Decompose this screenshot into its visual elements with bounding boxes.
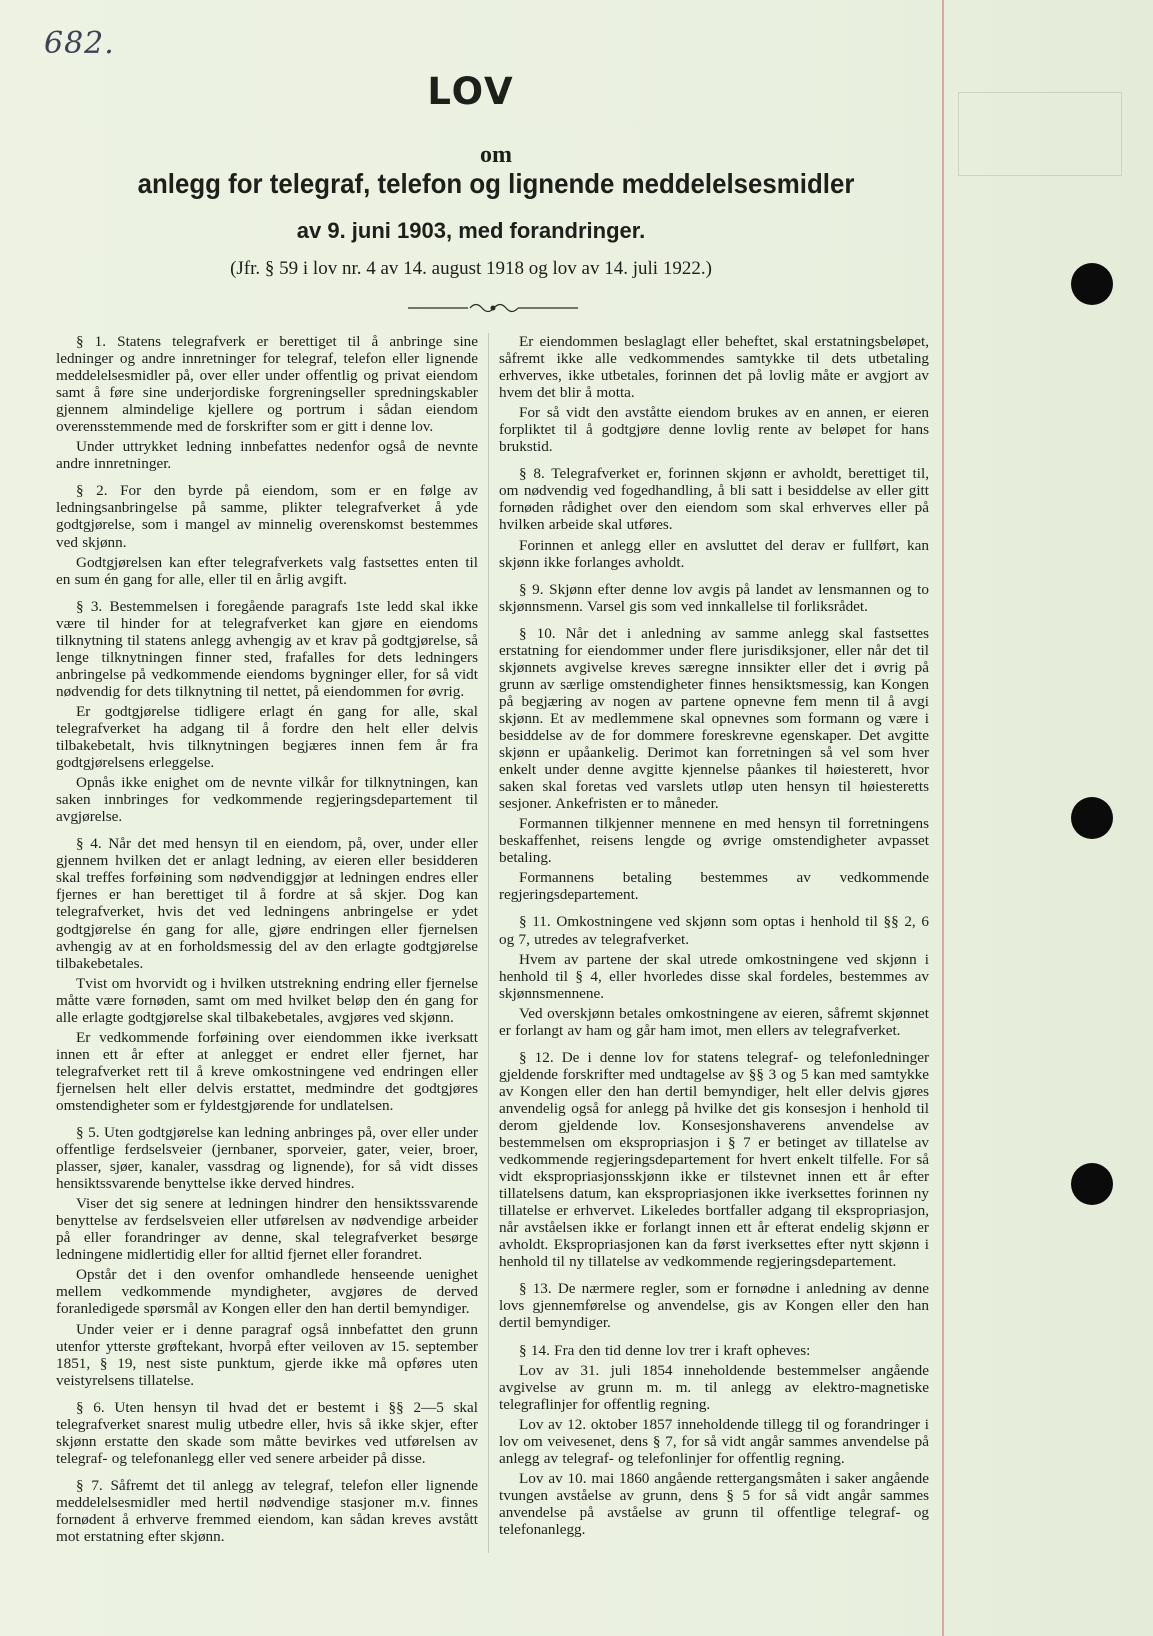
paragraph: Er eiendommen beslaglagt eller beheftet, skal erstatningsbeløpet, såfremt ikke alle vedkommendes samtykke til dets utbetaling erhverves, ikke utbetales, forinnen det på lovlig måte er avgjort av hvem det blir å motta.: [499, 333, 929, 402]
paragraph: Formannen tilkjenner mennene en med hensyn til forretningens beskaffenhet, reisens lengde og øvrige omstendigheter avpasset betaling.: [499, 815, 929, 867]
margin-line: [942, 0, 944, 1636]
section-paragraph: § 12. De i denne lov for statens telegraf- og telefonledninger gjeldende forskrifter med undtagelse av §§ 3 og 5 kan med samtykke av Kongen eller den han dertil bemyndiger, helt eller delvis gjøres anvendelig også for anlegg på hvilke det gis konsesjon i henhold til derom gjeldende lov. Konsesjonshaverens anvendelse av bestemmelsen om ekspropriasjon i § 7 er betinget av tillatelse av vedkommende regjeringsdepartement for hvert enkelt tilfelle. For så vidt ekspropriasjonsskjønn ikke er tilstevnet innen ett år efter tillatelsens datum, kan ekspropriasjonen ikke iverksettes forinnen ny tillatelse er erhvervet. Likeledes bortfaller adgang til ekspropriasjon, når avståelsen ikke er forlangt innen ett år efterat endelig skjønn er avholdt. Ekspropriasjonen kan da først iverksettes efter nytt skjønn i henhold til ny tillatelse av vedkommende regjeringsdepartement.: [499, 1048, 929, 1271]
document-subtitle: anlegg for telegraf, telefon og lignende meddelelsesmidler: [137, 168, 855, 199]
paragraph: Hvem av partene der skal utrede omkostningene ved skjønn i henhold til § 4, eller hvorledes disse skal fordeles, bestemmes av skjønnsmennene.: [499, 950, 929, 1002]
section-paragraph: § 4. Når det med hensyn til en eiendom, på, over, under eller gjennem hvilken det er anlagt ledning, av eieren eller besidderen skal treffes forføining som nødvendiggjør at ledningen endres eller fjernes er han berettiget til å fordre at så skjer. Dog kan telegrafverket, hvis det ved ledningens anbringelse er ydet godtgjørelse én gang for alle, gjøre endringen eller fjernelsen avhengig av at en forholdsmessig del av den erlagte godtgjørelse tilbakebetales.: [56, 835, 478, 972]
paragraph: Ved overskjønn betales omkostningene av eieren, såfremt skjønnet er forlangt av ham og går ham imot, men ellers av telegrafverket.: [499, 1004, 929, 1039]
document-title: LOV: [427, 70, 515, 113]
paragraph: Tvist om hvorvidt og i hvilken utstrekning endring eller fjernelse måtte være fornøden, samt om med hvilket beløp den én gang for alle erlagte godtgjørelse skal tilbakebetales, avgjøres ved skjønn.: [56, 974, 478, 1026]
page-number: 682.: [44, 26, 115, 61]
paragraph: Viser det sig senere at ledningen hindrer den hensiktssvarende benyttelse av ferdselsveien eller utførelsen av nødvendige arbeider på eller forandringer av denne, skal telegrafverket besørge ledningene midlertidig eller for alltid fjernet eller forandret.: [56, 1195, 478, 1264]
right-text-column: [499, 333, 929, 1541]
section-paragraph: § 5. Uten godtgjørelse kan ledning anbringes på, over eller under offentlige ferdselsveier (jernbaner, sporveier, gater, veier, broer, plasser, sjøer, kanaler, vassdrag og lignende), for så vidt disses hensiktssvarende benyttelse ikke derved hindres.: [56, 1124, 478, 1193]
paragraph: Forinnen et anlegg eller en avsluttet del derav er fullført, kan skjønn ikke forlanges avholdt.: [499, 536, 929, 571]
paragraph: Lov av 10. mai 1860 angående rettergangsmåten i saker angående tvungen avståelse av grunn, dens § 5 for så vidt angår sammes anvendelse på avståelse av grunn til offentlige telegraf- og telefonanlegg.: [499, 1469, 929, 1538]
section-paragraph: § 7. Såfremt det til anlegg av telegraf, telefon eller lignende meddelelsesmidler med hertil nødvendige stasjoner m.v. finnes fornødent å erhverve fremmed eiendom, kan sådan kreves avstått mot erstatning efter skjønn.: [56, 1476, 478, 1546]
paragraph: Er godtgjørelse tidligere erlagt én gang for alle, skal telegrafverket ha adgang til å fordre den helt eller delvis tilbakebetalt, hvis tilknytningen begjæres innen fem år fra godtgjørelsens erleggelse.: [56, 702, 478, 772]
column-divider: [488, 333, 489, 1553]
punch-hole: [1071, 797, 1113, 839]
section-paragraph: § 3. Bestemmelsen i foregående paragrafs 1ste ledd skal ikke være til hinder for at telegrafverket kan gjøre en eiendoms tilknytning til statens anlegg avhengig av et krav på godtgjørelse, så lenge tilknytningen finner sted, frafalles for dets ledningers anbringelse på vedkommende eiendoms bygninger eller, for så vidt nødvendig for dets tilknytning til nettet, på eiendommen for øvrig.: [56, 597, 478, 700]
section-paragraph: § 8. Telegrafverket er, forinnen skjønn er avholdt, berettiget til, om nødvendig ved fogedhandling, å bli satt i besiddelse av eller gitt fornøden rådighet over den eiendom som skal erhverves eller på hvilken arbeide skal utføres.: [499, 465, 929, 534]
section-paragraph: § 11. Omkostningene ved skjønn som optas i henhold til §§ 2, 6 og 7, utredes av telegrafverket.: [499, 913, 929, 948]
section-paragraph: § 13. De nærmere regler, som er fornødne i anledning av denne lovs gjennemførelse og anvendelse, gis av Kongen eller den han dertil bemyndiger.: [499, 1280, 929, 1332]
section-paragraph: § 2. For den byrde på eiendom, som er en følge av ledningsanbringelse på samme, plikter telegrafverket å yde godtgjørelse, som i mangel av minnelig overenskomst bestemmes ved skjønn.: [56, 482, 478, 551]
date-line: av 9. juni 1903, med forandringer.: [296, 218, 646, 243]
section-paragraph: § 14. Fra den tid denne lov trer i kraft opheves:: [519, 1341, 811, 1359]
title-connector: om: [480, 142, 512, 168]
paragraph: Lov av 12. oktober 1857 inneholdende tillegg til og forandringer i lov om veivesenet, dens § 7, for så vidt angår sammes anvendelse på anlegg av telegraf- og telefonlinjer for offentlig regning.: [499, 1415, 929, 1467]
punch-hole: [1071, 263, 1113, 305]
reference-line: (Jfr. § 59 i lov nr. 4 av 14. august 1918 og lov av 14. juli 1922.): [230, 258, 712, 279]
section-paragraph: § 9. Skjønn efter denne lov avgis på landet av lensmannen og to skjønnsmenn. Varsel gis som ved innkallelse til forliksrådet.: [499, 580, 929, 615]
paragraph: Under veier er i denne paragraf også innbefattet den grunn utenfor ytterste grøftekant, hvorpå efter veiloven av 15. september 1851, § 19, nest siste punktum, gjerde ikke må opføres uten veistyrelsens tillatelse.: [56, 1320, 478, 1389]
paragraph: Under uttrykket ledning innbefattes nedenfor også de nevnte andre innretninger.: [56, 438, 478, 473]
paragraph: Er vedkommende forføining over eiendommen ikke iverksatt innen ett år efter at anlegget er endret eller fjernet, har telegrafverket rett til å kreve omkostningene ved endringen eller fjernelsen helt eller delvis erstattet, medmindre det godtgjøres omstendigheter som er fyldestgjørende for undlatelsen.: [56, 1028, 478, 1114]
ornament-divider: [408, 300, 578, 316]
paragraph: Lov av 31. juli 1854 inneholdende bestemmelser angående avgivelse av grunn m. m. til anlegg av elektro-magnetiske telegraflinjer for offentlig regning.: [499, 1361, 929, 1413]
section-paragraph: § 6. Uten hensyn til hvad det er bestemt i §§ 2—5 skal telegrafverket snarest mulig utbedre eller, hvis så ikke skjer, efter skjønn erstatte den skade som måtte bevirkes ved utførelsen av telegraf- og telefonanlegg eller ved senere arbeider på disse.: [56, 1398, 478, 1467]
left-text-column: [56, 333, 478, 1548]
punch-hole: [1071, 1163, 1113, 1205]
paragraph: For så vidt den avståtte eiendom brukes av en annen, er eieren forpliktet til å godtgjøre denne lovlig rente av beløpet for hans brukstid.: [499, 404, 929, 456]
paragraph: Opstår det i den ovenfor omhandlede henseende uenighet mellem vedkommende myndigheter, avgjøres de derved foranledigede spørsmål av Kongen eller den han dertil bemyndiger.: [56, 1266, 478, 1318]
paragraph: Formannens betaling bestemmes av vedkommende regjeringsdepartement.: [499, 869, 929, 904]
paragraph: § 1. Statens telegrafverk er berettiget til å anbringe sine ledninger og andre innretninger for telegraf, telefon eller lignende meddelelsesmidler på, over eller under offentlig og privat eiendom samt å føre sine underjordiske forgreningseller spredningskabler gjennem almindelige kjellere og portrum i sådan eiendom overensstemmende med de forskrifter som er gitt i denne lov.: [56, 333, 478, 436]
paragraph: Godtgjørelsen kan efter telegrafverkets valg fastsettes enten til en sum én gang for alle, eller til en årlig avgift.: [56, 553, 478, 588]
paragraph: Opnås ikke enighet om de nevnte vilkår for tilknytningen, kan saken innbringes for vedkommende regjeringsdepartement til avgjørelse.: [56, 774, 478, 826]
section-paragraph: § 10. Når det i anledning av samme anlegg skal fastsettes erstatning for eiendommer under flere jurisdiksjoner, eller når det til skjønnets avgivelse kreves særegne innsikter eller det i øvrig på grunn av særlige omstendigheter finnes hensiktsmessig, kan Kongen på begjæring av nogen av partene opnevne fem menn til å avgi skjønn. Et av medlemmene skal opnevnes som formann og være i besiddelse av de for dommere foreskrevne egenskaper. Det avgitte skjønn er upåankelig. Derimot kan forretningen så vel som hver enkelt under denne avgitte kjennelse påankes til høiesterett, hvor saken skal foretas ved varslets utløp uten hensyn til høiesteretts sesjoner. Ankefristen er to måneder.: [499, 624, 929, 813]
